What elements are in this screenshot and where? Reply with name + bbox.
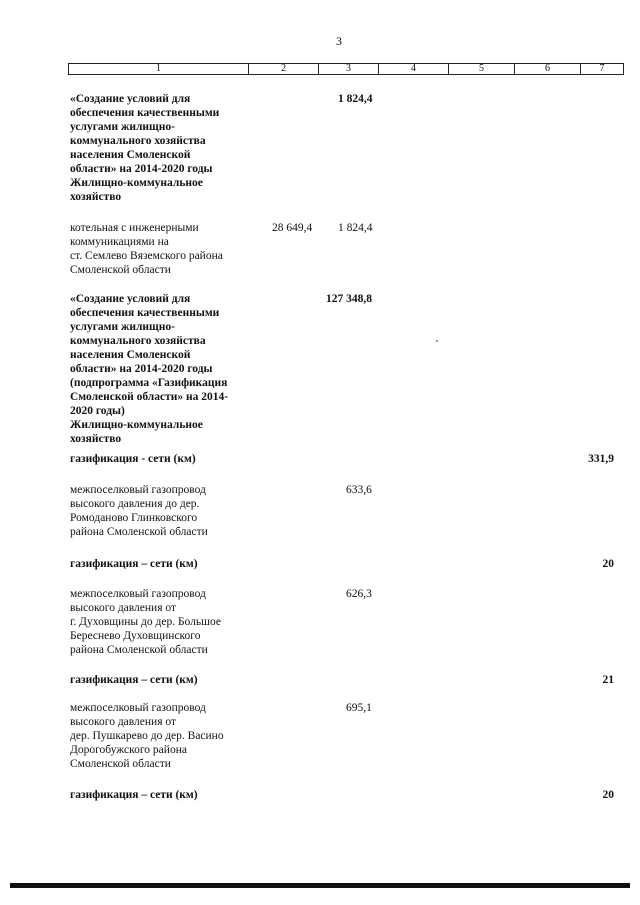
gasification-networks-label: газификация – сети (км) xyxy=(70,558,198,570)
scan-speck xyxy=(436,340,438,342)
bottom-scan-border xyxy=(10,883,630,888)
column-header-1: 1 xyxy=(69,64,249,74)
page-number: 3 xyxy=(336,34,342,48)
column-header-2: 2 xyxy=(249,64,319,74)
program-title-gasification: «Создание условий для обеспечения качественными услугами жилищно- коммунального хозяйства населения Смоленской области» на 2014-2020 годы (подпрограмма «Газификация Смоленской области» на 2014- 2020 годы) Жилищно-коммунальное хозяйство xyxy=(70,293,229,445)
gasification-networks-col7: 20 xyxy=(602,789,614,801)
pipeline-dukhovshchina: межпоселковый газопровод высокого давления от г. Духовщины до дер. Большое Береснево Духовщинского района Смоленской области xyxy=(70,588,221,656)
column-header-5: 5 xyxy=(449,64,515,74)
pipeline-dukhovshchina-col3: 626,3 xyxy=(346,588,372,600)
gasification-networks-col7: 21 xyxy=(602,674,614,686)
object-boiler-col3: 1 824,4 xyxy=(338,222,373,234)
column-header-3: 3 xyxy=(319,64,379,74)
pipeline-romodanovo-col3: 633,6 xyxy=(346,484,372,496)
program-housing-col3: 1 824,4 xyxy=(338,93,373,105)
column-header-7: 7 xyxy=(599,63,605,74)
gasification-networks-label: газификация – сети (км) xyxy=(70,674,198,686)
column-header-row xyxy=(68,63,624,75)
pipeline-romodanovo: межпоселковый газопровод высокого давления до дер. Ромоданово Глинковского района Смоленской области xyxy=(70,484,208,538)
pipeline-pushkarevo: межпоселковый газопровод высокого давления от дер. Пушкарево до дер. Васино Дорогобужского района Смоленской области xyxy=(70,702,224,770)
gasification-networks-label: газификация - сети (км) xyxy=(70,453,196,465)
program-gasification-col3: 127 348,8 xyxy=(326,293,372,305)
gasification-networks-col7: 20 xyxy=(602,558,614,570)
object-boiler-col2: 28 649,4 xyxy=(272,222,313,234)
object-boiler-house: котельная с инженерными коммуникациями на ст. Семлево Вяземского района Смоленской области xyxy=(70,222,223,276)
column-header-4: 4 xyxy=(379,64,449,74)
gasification-networks-col7: 331,9 xyxy=(588,453,614,465)
column-header-6: 6 xyxy=(515,64,581,74)
pipeline-pushkarevo-col3: 695,1 xyxy=(346,702,372,714)
program-title-housing: «Создание условий для обеспечения качественными услугами жилищно- коммунального хозяйства населения Смоленской области» на 2014-2020 годы Жилищно-коммунальное хозяйство xyxy=(70,93,220,203)
gasification-networks-label: газификация – сети (км) xyxy=(70,789,198,801)
